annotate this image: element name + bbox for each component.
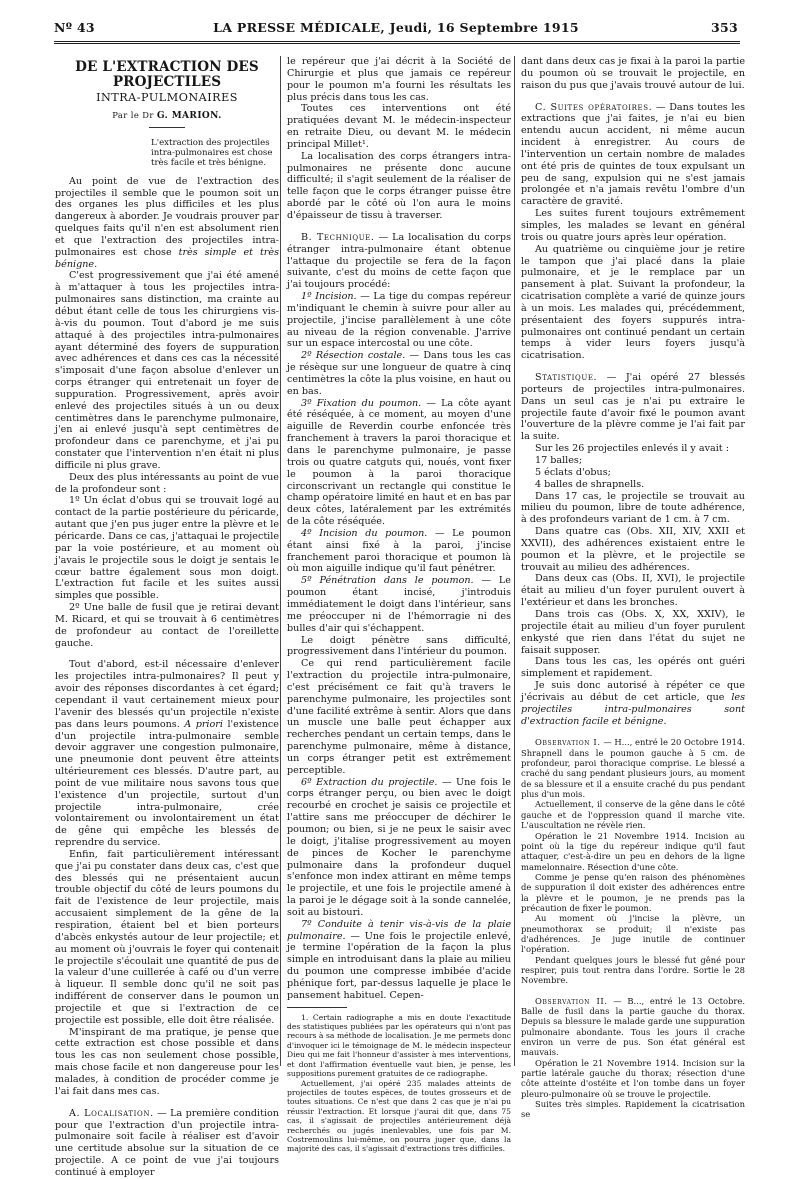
issue-number: Nº 43 <box>54 20 95 35</box>
paragraph: Au moment où j'incise la plèvre, un pneumothorax se produit; il n'existe pas d'adhérences. Je juge inutile de continuer l'opération. <box>521 913 745 955</box>
section-localisation: A. Localisation. — La première condition pour que l'extraction d'un projectile intra-pulmonaire soit facile à réaliser est d'avoir une certitude absolue sur la situation de ce projectile. A ce point de vue j'ai toujours continué à employer <box>55 1107 279 1178</box>
footnote: Actuellement, j'ai opéré 235 malades atteints de projectiles de toutes espèces, de toutes grosseurs et de toutes situations. Ce n'est que dans 2 cas que je n'ai pu réussir l'extraction. Et lorsque j'aurai dit que, dans 75 cas, il s'agissait de projectiles antérieurement déjà recherchés ou jugés inenlevables, une fois par M. Costremoulins lui-même, on pourra juger que, dans la majorité des cas, il s'agissait d'extractions très difficiles. <box>287 1078 511 1154</box>
step-resection: 2º Résection costale. — Dans tous les cas je résèque sur une longueur de quatre à cinq centimètres la côte la plus voisine, en haut ou en bas. <box>287 350 511 397</box>
section-statistique: Statistique. — J'ai opéré 27 blessés porteurs de projectiles intra-pulmonaires. Dans un seul cas je n'ai pu extraire le projectile faute d'avoir fixé le poumon avant l'ouverture de la plèvre comme je l'ai fait par la suite. <box>521 372 745 443</box>
title-rule <box>149 127 185 128</box>
paragraph: Dans quatre cas (Obs. XII, XIV, XXII et XXVII), des adhérences existaient entre le poumon et la plèvre, et le projectile se trouvait au milieu des adhérences. <box>521 526 745 573</box>
article-subtitle: INTRA-PULMONAIRES <box>96 91 238 104</box>
header-rule-bottom <box>54 43 740 44</box>
paragraph: Le doigt pénètre sans difficulté, progressivement dans l'intérieur du poumon. <box>287 634 511 658</box>
paragraph: 1º Un éclat d'obus qui se trouvait logé au contact de la partie postérieure du péricarde, autant que j'en pus juger entre la plèvre et le péricarde. Dans ce cas, j'attaquai le projectile par la voie postérieure, et au moment où j'avais le projectile sous le doigt je sentais le cœur battre également sous mon doigt. L'extraction fut facile et les suites aussi simples que possible. <box>55 495 279 602</box>
paragraph: Opération le 21 Novembre 1914. Incision au point où la tige du repéreur indique qu'il faut attaquer, c'est-à-dire un peu en dehors de la ligne mamelonnaire. Résection d'une côte. <box>521 830 745 872</box>
running-header <box>54 20 738 40</box>
paragraph: Dans 17 cas, le projectile se trouvait au milieu du poumon, libre de toute adhérence, à des profondeurs variant de 1 cm. à 7 cm. <box>521 490 745 526</box>
observation-1: Observation I. — H..., entré le 20 Octobre 1914. Shrapnell dans le poumon gauche à 5 cm. de profondeur, paroi thoracique comprise. Le blessé a craché du sang pendant plusieurs jours, au moment de sa blessure et il a ensuite craché du pus pendant plus d'un mois. <box>521 737 746 800</box>
step-penetration: 5º Pénétration dans le poumon. — Le poumon étant incisé, j'introduis immédiatement le doigt dans l'intérieur, sans me préoccuper ni de l'hémorragie ni des bulles d'air qui s'échappent. <box>287 575 511 634</box>
paragraph: dant dans deux cas je fixai à la paroi la partie du poumon où se trouvait le projectile, en raison du pus que j'avais trouvé autour de lui. <box>521 56 745 91</box>
byline-prefix: Par le Dr <box>112 109 154 120</box>
section-technique: B. Technique. — La localisation du corps étranger intra-pulmonaire étant obtenue l'attaque du projectile se fera de la façon suivante, c'est du moins de cette façon que j'ai toujours procédé: <box>287 231 511 291</box>
paragraph: Au quatrième ou cinquième jour je retire le tampon que j'ai placé dans la plaie pulmonaire, et je le remplace par un pansement à plat. Suivant la profondeur, la cicatrisation complète a varié de quinze jours à un mois. Les malades qui, précédemment, présentaient des foyers suppurés intra-pulmonaires ont continué pendant un certain temps à vider leurs foyers jusqu'à cicatrisation. <box>521 243 745 362</box>
paragraph: Actuellement, il conserve de la gêne dans le côté gauche et de l'oppression quand il marche vite. L'auscultation ne révèle rien. <box>521 799 745 831</box>
paragraph: le repéreur que j'ai décrit à la Société de Chirurgie et plus que jamais ce repéreur pour le poumon m'a fourni les résultats les plus précis dans tous les cas. <box>287 56 511 103</box>
paragraph: Comme je pense qu'en raison des phénomènes de suppuration il doit exister des adhérences entre la plèvre et le poumon, je ne prends pas la précaution de fixer le poumon. <box>521 871 745 913</box>
step-fixation: 3º Fixation du poumon. — La côte ayant été réséquée, à ce moment, au moyen d'une aiguille de Reverdin courbe enfoncée très franchement à travers la paroi thoracique et dans le parenchyme pulmonaire, je passe trois ou quatre catguts qui, noués, vont fixer le poumon à la paroi thoracique circonscrivant un rectangle qui constitue le champ opératoire limité en haut et en bas par deux côtes, latéralement par les extrémités de la côte réséquée. <box>287 397 512 528</box>
paragraph: Enfin, fait particulièrement intéressant que j'ai pu constater dans deux cas, c'est que des blessés qui ne présentaient aucun trouble objectif du côté de leurs poumons du fait de l'existence de leur projectile, mais accusaient simplement de la gêne de la respiration, étaient bel et bien porteurs d'abcès enkystés autour de leur projectile; et au moment où j'ouvrais le foyer qui contenait le projectile s'écoulait une quantité de pus de la valeur d'une cuillerée à café ou d'un verre à liqueur. Il semble donc qu'il ne soit pas indifférent de conserver dans le poumon un projectile et que si l'extraction de ce projectile est possible, elle doit être réalisée. <box>55 848 279 1026</box>
column-3 <box>521 56 746 1120</box>
epigraph: L'extraction des projectiles intra-pulmonaires est chose très facile et très bénigne. <box>151 137 273 168</box>
paragraph: 2º Une balle de fusil que je retirai devant M. Ricard, et qui se trouvait à 6 centimètres de profondeur au contact de l'oreillette gauche. <box>55 602 279 649</box>
step-extraction: 6º Extraction du projectile. — Une fois le corps étranger perçu, ou bien avec le doigt recourbé en crochet je saisis ce projectile et l'attire sans me préoccuper de déchirer le poumon; ou bien, si je ne peux le saisir avec le doigt, j'italise progressivement au moyen de pinces de Kocher le parenchyme pulmonaire dans la profondeur duquel s'enfonce mon index attirant en même temps le projectile, et une fois le projectile amené à la paroi je le dégage soit à la sonde cannelée, soit au bistouri. <box>287 776 511 918</box>
paragraph: Les suites furent toujours extrêmement simples, les malades se levant en général trois ou quatre jours après leur opération. <box>521 208 745 243</box>
article-title: DE L'EXTRACTION DES PROJECTILES <box>75 59 259 90</box>
observation-2: Observation II. — B..., entré le 13 Octobre. Balle de fusil dans la partie gauche du thorax. Depuis sa blessure le malade garde une suppuration pulmonaire abondante. Tous les jours il crache environ un verre de pus. Son état général est mauvais. <box>521 995 745 1058</box>
paragraph: C'est progressivement que j'ai été amené à m'attaquer à tous les projectiles intra-pulmonaires sans distinction, ma crainte au début étant celle de tous les chirurgiens vis-à-vis du poumon. Tout d'abord je me suis attaqué à des projectiles intra-pulmonaires ayant déterminé des foyers de suppuration avec adhérences et dans ces cas la nécessité s'imposait d'une façon absolue d'enlever un corps étranger qui entretenait un foyer de suppuration. Progressivement, après avoir enlevé des projectiles situés à un ou deux centimètres dans le parenchyme pulmonaire, j'en ai enlevé jusqu'à sept centimètres de profondeur dans ce parenchyme, et j'ai pu constater que l'intervention n'en était ni plus difficile ni plus grave. <box>55 270 279 471</box>
paragraph: Dans tous les cas, les opérés ont guéri simplement et rapidement. <box>521 656 745 680</box>
paragraph: Deux des plus intéressants au point de vue de la profondeur sont : <box>55 471 279 495</box>
paragraph: Au point de vue de l'extraction des projectiles il semble que le poumon soit un des organes les plus difficiles et les plus dangereux à aborder. Je voudrais prouver par quelques faits qu'il n'en est absolument rien et que l'extraction des projectiles intra-pulmonaires est chose très simple et très bénigne. <box>55 175 279 270</box>
journal-title-date: LA PRESSE MÉDICALE, Jeudi, 16 Septembre 1915 <box>213 20 579 35</box>
page-number: 353 <box>711 20 738 35</box>
section-suites: C. Suites opératoires. — Dans toutes les extractions que j'ai faites, je n'ai eu bien entendu aucun accident, ni même aucun incident à enregistrer. Au cours de l'intervention un certain nombre de malades ont été pris de quintes de toux expulsant un peu de sang, expulsion qui ne s'est jamais prolongée et n'a jamais revêtu l'ombre d'un caractère de gravité. <box>521 101 745 208</box>
step-incision-poumon: 4º Incision du poumon. — Le poumon étant ainsi fixé à la paroi, j'incise franchement paroi thoracique et poumon là où mon aiguille indique qu'il faut pénétrer. <box>287 527 511 575</box>
column-separator-1 <box>280 56 281 1066</box>
paragraph: Pendant quelques jours le blessé fut gêné pour respirer, puis tout rentra dans l'ordre. Sortie le 28 Novembre. <box>521 954 745 986</box>
list-item: 17 balles; <box>535 455 583 466</box>
footnote-rule <box>287 1007 347 1008</box>
paragraph: Je suis donc autorisé à répéter ce que j'écrivais au début de cet article, que les projectiles intra-pulmonaires sont d'extraction facile et bénigne. <box>521 680 745 727</box>
paragraph: La localisation des corps étrangers intra-pulmonaires ne présente donc aucune difficulté; il s'agit seulement de la réaliser de telle façon que le corps étranger puisse être abordé par le côté où l'on aura le moins d'épaisseur de tissu à traverser. <box>287 150 511 221</box>
footnote: 1. Certain radiographe a mis en doute l'exactitude des statistiques publiées par les opérateurs qui n'ont pas recours à sa méthode de localisation. Je me permets donc d'invoquer ici le témoignage de M. le médecin inspecteur Dieu qui me fait l'honneur d'assister à mes interventions, et dont l'affirmation éventuelle vaut bien, je pense, les suppositions purement gratuites de ce radiographe. <box>287 1012 511 1079</box>
paragraph: Ce qui rend particulièrement facile l'extraction du projectile intra-pulmonaire, c'est précisément ce fait qu'à travers le parenchyme pulmonaire, les projectiles sont d'une facilité extrême à sentir. Alors que dans un muscle une balle peut échapper aux recherches pendant un certain temps, dans le parenchyme pulmonaire, même à distance, un corps étranger petit est extrêmement perceptible. <box>287 658 511 776</box>
paragraph: Sur les 26 projectiles enlevés il y avait : <box>535 443 729 455</box>
step-incision: 1º Incision. — La tige du compas repéreur m'indiquant le chemin à suivre pour aller au projectile, j'incise parallèlement à une côte au niveau de la région convenable. J'arrive sur un espace intercostal ou une côte. <box>287 291 511 350</box>
column-separator-2 <box>514 56 515 1066</box>
paragraph: Tout d'abord, est-il nécessaire d'enlever les projectiles intra-pulmonaires? Il peut y avoir des réponses discordantes à cet égard; cependant il vaut certainement mieux pour l'avenir des blessés qu'un projectile n'existe pas dans leurs poumons. A priori l'existence d'un projectile intra-pulmonaire semble devoir aggraver une congestion pulmonaire, une pneumonie dont peuvent être atteints ultérieurement ces blessés. D'autre part, au point de vue militaire nous savons tous que l'existence d'un projectile, surtout d'un projectile intra-pulmonaire, crée volontairement ou involontairement un état de gêne qui empêche les blessés de reprendre du service. <box>55 659 279 849</box>
step-conduite: 7º Conduite à tenir vis-à-vis de la plaie pulmonaire. — Une fois le projectile enlevé, je termine l'opération de la façon la plus simple en introduisant dans la plaie au milieu du poumon une compresse imbibée d'acide phénique fort, par-dessus laquelle je place le pansement habituel. Cepen- <box>287 918 511 1001</box>
paragraph: Opération le 21 Novembre 1914. Incision sur la partie latérale gauche du thorax; résection d'une côte atteinte d'ostéite et l'on tombe dans un foyer pleuro-pulmonaire où se trouve le projectile. <box>521 1057 745 1099</box>
paragraph: Dans deux cas (Obs. II, XVI), le projectile était au milieu d'un foyer purulent ouvert à l'extérieur et dans les bronches. <box>521 573 745 609</box>
list-item: 5 éclats d'obus; <box>535 466 611 478</box>
column-2 <box>287 56 512 1154</box>
paragraph: Toutes ces interventions ont été pratiquées devant M. le médecin-inspecteur en retraite Dieu, ou devant M. le médecin principal Millet¹. <box>287 103 511 150</box>
paragraph: M'inspirant de ma pratique, je pense que cette extraction est chose possible et dans tous les cas non seulement chose possible, mais chose facile et non dangereuse pour les malades, à condition de procéder comme je l'ai fait dans mes cas. <box>55 1026 279 1097</box>
byline <box>55 110 279 123</box>
list-item: 4 balles de shrapnells. <box>535 478 645 490</box>
paragraph: Dans trois cas (Obs. X, XX, XXIV), le projectile était au milieu d'un foyer purulent enkysté que rien dans l'état du sujet ne faisait supposer. <box>521 608 745 656</box>
author-name: G. MARION. <box>156 110 222 121</box>
column-1 <box>55 56 279 1178</box>
header-rule-top <box>54 41 740 42</box>
paragraph: Suites très simples. Rapidement la cicatrisation se <box>521 1099 745 1120</box>
